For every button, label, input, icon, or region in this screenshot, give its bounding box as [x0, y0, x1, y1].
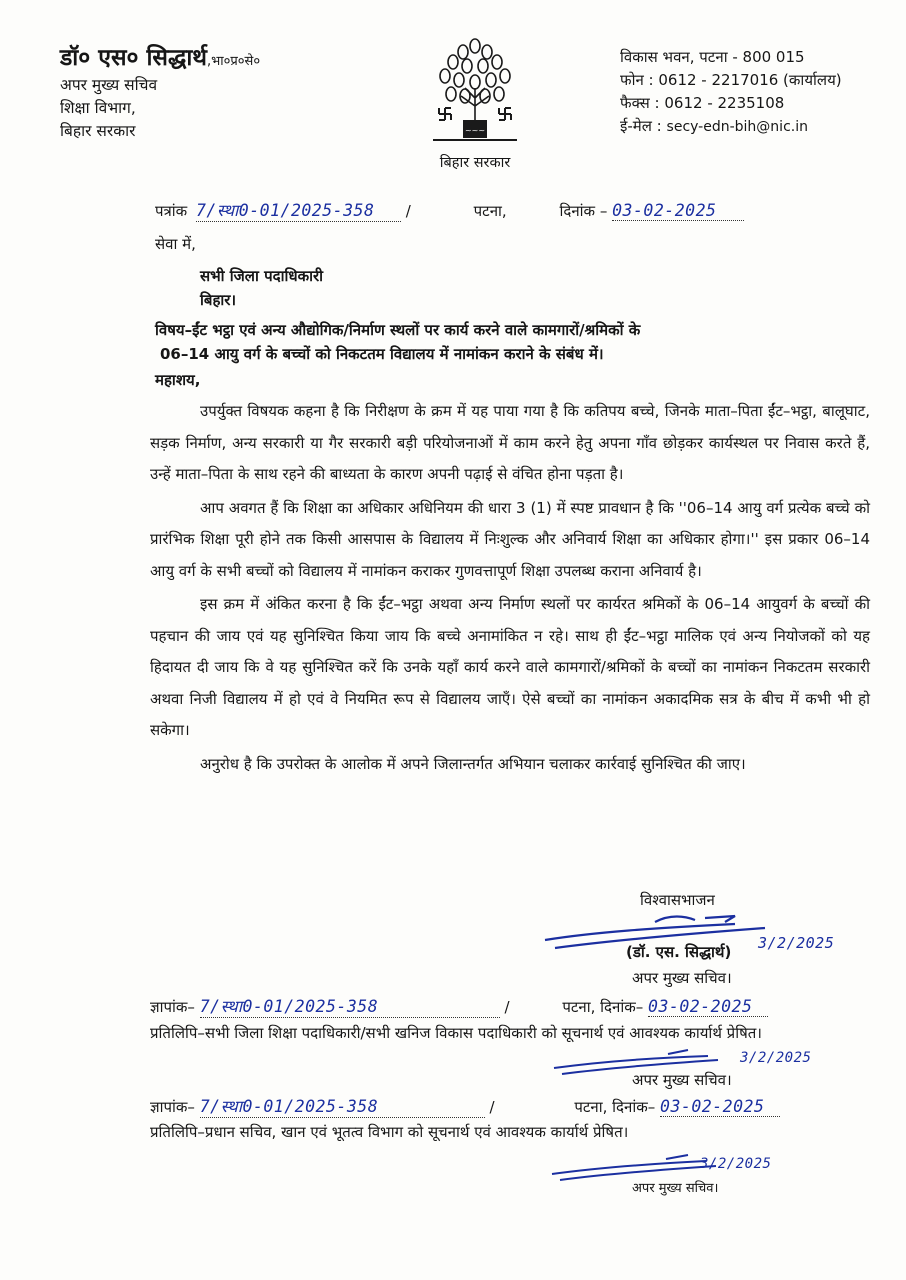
valediction: विश्वासभाजन — [640, 891, 715, 909]
copy2-designation: अपर मुख्य सचिव। — [632, 1181, 719, 1196]
copy1-designation: अपर मुख्य सचिव। — [632, 1071, 732, 1089]
copy1-text: प्रतिलिपि–सभी जिला शिक्षा पदाधिकारी/सभी खनिज विकास पदाधिकारी को सूचनार्थ एवं आवश्यक कार्यार्थ प्रेषित। — [150, 1024, 762, 1042]
letter-body — [150, 396, 870, 780]
addressee: सभी जिला पदाधिकारी बिहार। — [200, 267, 323, 309]
emblem-caption: बिहार सरकार — [439, 155, 511, 171]
copy1-number: 7/स्था0-01/2025-358 — [199, 997, 379, 1016]
copy2-number: 7/स्था0-01/2025-358 — [199, 1097, 379, 1116]
subject: विषय–ईंट भट्ठा एवं अन्य औद्योगिक/निर्माण स्थलों पर कार्य करने वाले कामगारों/श्रमिकों के 06–14 आयु वर्ग के बच्चों को निकटतम विद्यालय में नामांकन कराने के संबंध में। — [155, 321, 641, 363]
letter-date: 03-02-2025 — [612, 201, 717, 220]
copy2-text: प्रतिलिपि–प्रधान सचिव, खान एवं भूतत्व विभाग को सूचनार्थ एवं आवश्यक कार्यार्थ प्रेषित। — [150, 1123, 629, 1141]
sender-block — [60, 40, 260, 143]
copy2-date: 03-02-2025 — [660, 1097, 765, 1116]
signature-date: 3/2/2025 — [758, 934, 835, 952]
sender-name: डॉ० एस० सिद्धार्थ,भा०प्र०से० — [60, 45, 261, 71]
copy1-sign-date: 3/2/2025 — [740, 1050, 812, 1066]
copy2-memo-line: ज्ञापांक– 7/स्था0-01/2025-358 / पटना, दिनांक– 03-02-2025 — [150, 1094, 850, 1118]
paragraph-1: उपर्युक्त विषयक कहना है कि निरीक्षण के क्रम में यह पाया गया है कि कतिपय बच्चे, जिनके माता–पिता ईंट–भट्ठा, बालूघाट, सड़क निर्माण, अन्य सरकारी या गैर सरकारी बड़ी परियोजनाओं में काम करने हेतु अपना गाँव छोड़कर कार्यस्थल पर निवास करते हैं, उन्हें माता–पिता के साथ रहने की बाध्यता के कारण अपनी पढ़ाई से वंचित होना पड़ता है। — [150, 402, 870, 483]
reference-line: पत्रांक 7/स्था0-01/2025-358 / पटना, दिनांक – 03-02-2025 — [155, 198, 835, 222]
letter-number: 7/स्था0-01/2025-358 — [196, 201, 375, 220]
bodhi-tree-emblem-icon — [425, 36, 525, 148]
paragraph-3: इस क्रम में अंकित करना है कि ईंट–भट्ठा अथवा अन्य निर्माण स्थलों पर कार्यरत श्रमिकों के 06–14 आयुवर्ग के बच्चों की पहचान की जाय एवं यह सुनिश्चित किया जाय कि बच्चे अनामांकित न रहे। साथ ही ईंट–भट्ठा मालिक एवं अन्य नियोजकों को यह हिदायत दी जाय कि वे यह सुनिश्चित करें कि उनके यहाँ कार्य करने वाले कामगारों/श्रमिकों के बच्चों का नामांकन निकटतम सरकारी अथवा निजी विद्यालय में हो एवं वे नियमित रूप से विद्यालय जाएँ। ऐसे बच्चों का नामांकन अकादमिक सत्र के बीच में कभी भी हो सकेगा। — [150, 595, 870, 739]
office-contact — [620, 46, 842, 139]
paragraph-2: आप अवगत हैं कि शिक्षा का अधिकार अधिनियम की धारा 3 (1) में स्पष्ट प्रावधान है कि ''06–14 आयु वर्ग प्रत्येक बच्चे को प्रारंभिक शिक्षा पूरी होने तक किसी आसपास के विद्यालय में निःशुल्क और अनिवार्य शिक्षा का अधिकार होगा।'' इस प्रकार 06–14 आयु वर्ग के सभी बच्चों को विद्यालय में नामांकन कराकर गुणवत्तापूर्ण शिक्षा उपलब्ध कराना अनिवार्य है। — [150, 498, 870, 580]
signatory-designation: अपर मुख्य सचिव। — [632, 969, 732, 987]
office-address: विकास भवन, पटना - 800 015 — [620, 48, 805, 66]
salutation: महाशय, — [155, 371, 201, 389]
office-phone: फोन : 0612 - 2217016 (कार्यालय) — [620, 71, 842, 89]
signatory-name: (डॉ. एस. सिद्धार्थ) — [626, 943, 732, 961]
copy1-date: 03-02-2025 — [648, 997, 753, 1016]
office-email: ई-मेल : secy-edn-bih@nic.in — [620, 117, 808, 135]
copy1-memo-line: ज्ञापांक– 7/स्था0-01/2025-358 / पटना, दिनांक– 03-02-2025 — [150, 994, 850, 1018]
salutation-to: सेवा में, — [155, 235, 196, 253]
bihar-emblem — [420, 36, 530, 172]
office-fax: फैक्स : 0612 - 2235108 — [620, 94, 785, 112]
paragraph-4: अनुरोध है कि उपरोक्त के आलोक में अपने जिलान्तर्गत अभियान चलाकर कार्रवाई सुनिश्चित की जाए। — [200, 754, 746, 773]
sender-designation: अपर मुख्य सचिव शिक्षा विभाग, बिहार सरकार — [60, 76, 158, 140]
svg-text:~~~: ~~~ — [464, 126, 486, 135]
copy2-sign-date: 3/2/2025 — [700, 1156, 772, 1172]
